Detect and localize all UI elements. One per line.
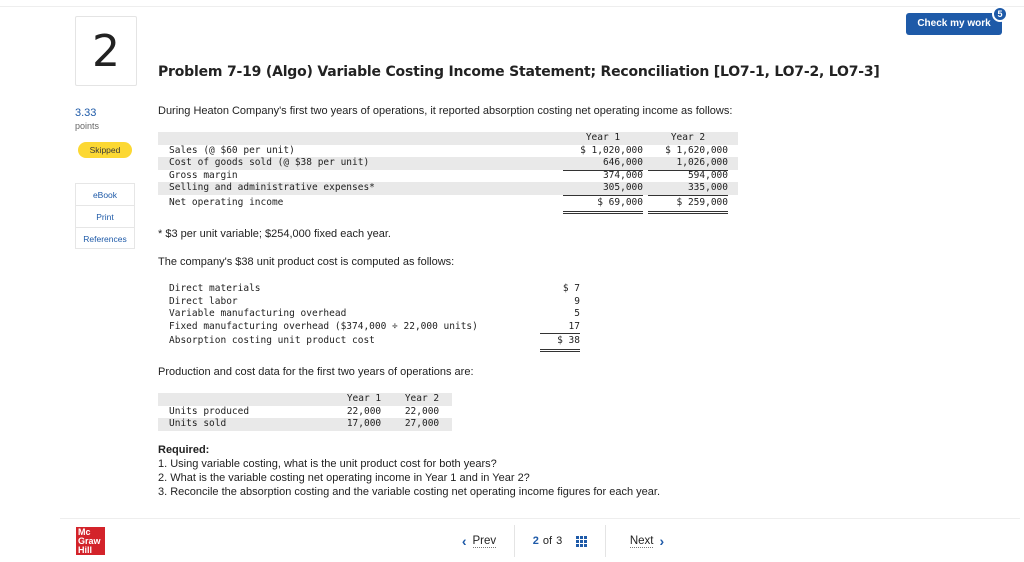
of-label: of [542, 535, 553, 547]
print-link[interactable]: Print [75, 205, 135, 227]
next-label: Next [629, 534, 654, 547]
unit-cost-table [158, 283, 588, 349]
production-intro-text: Production and cost data for the first two years of operations are: [158, 366, 474, 378]
required-item: 1. Using variable costing, what is the unit product cost for both years? [158, 458, 497, 470]
table-row [158, 182, 738, 195]
references-link[interactable]: References [75, 227, 135, 249]
points-label: points [75, 121, 100, 131]
required-item: 2. What is the variable costing net operating income in Year 1 and in Year 2? [158, 472, 530, 484]
row-label: Units produced [169, 405, 250, 417]
table-row [158, 283, 588, 296]
year1-value: 22,000 [346, 405, 382, 417]
table-row [158, 145, 738, 158]
table-row [158, 296, 588, 309]
col-header-year2: Year 2 [670, 132, 706, 143]
ebook-link[interactable]: eBook [75, 183, 135, 205]
row-value: 9 [574, 295, 580, 307]
table-header-row [158, 132, 738, 145]
year2-value: $ 1,620,000 [665, 144, 728, 156]
col-header-year1: Year 1 [585, 132, 621, 143]
required-item: 3. Reconcile the absorption costing and the variable costing net operating income figures for each year. [158, 486, 661, 498]
question-number: 2 [75, 16, 137, 86]
year1-value: 646,000 [563, 157, 643, 171]
table-row [158, 308, 588, 321]
col-header-year2: Year 2 [404, 393, 440, 404]
table-row [158, 406, 452, 419]
table-row [158, 321, 588, 334]
row-value: 5 [574, 308, 580, 319]
row-value: $ 38 [540, 333, 580, 352]
intro-text: During Heaton Company's first two years of operations, it reported absorption costing net operating income as follows: [158, 105, 733, 117]
cost-intro-text: The company's $38 unit product cost is computed as follows: [158, 256, 455, 268]
pagination-nav [438, 524, 694, 558]
check-my-work-button[interactable]: Check my work [906, 13, 1002, 35]
row-label: Variable manufacturing overhead [169, 308, 347, 319]
prev-label: Prev [472, 534, 497, 547]
year2-value: 335,000 [648, 182, 728, 196]
status-badge: Skipped [78, 142, 132, 158]
points-value: 3.33 [75, 107, 97, 119]
year1-value: 305,000 [563, 182, 643, 196]
table-row [158, 333, 588, 349]
mcgraw-hill-logo: Mc Graw Hill [76, 527, 105, 555]
row-label: Direct labor [169, 295, 238, 307]
table-row [158, 157, 738, 170]
year2-value: 594,000 [687, 169, 728, 181]
side-links [75, 183, 135, 249]
bottom-divider [60, 518, 1020, 519]
table-header-row [158, 393, 452, 406]
chevron-right-icon: › [659, 533, 665, 549]
grid-icon[interactable] [576, 536, 587, 547]
year2-value: 27,000 [404, 418, 440, 429]
next-button[interactable] [606, 533, 694, 549]
required-section [158, 443, 660, 499]
year2-value: 1,026,000 [648, 157, 728, 171]
income-statement-table [158, 132, 738, 211]
chevron-left-icon: ‹ [461, 533, 467, 549]
year1-value: $ 1,020,000 [580, 144, 643, 156]
production-table [158, 393, 452, 431]
check-count-badge: 5 [992, 6, 1008, 22]
year1-value: 17,000 [346, 418, 382, 429]
year2-value: 22,000 [404, 405, 440, 417]
footnote-text: * $3 per unit variable; $254,000 fixed each year. [158, 228, 391, 240]
row-label: Units sold [169, 418, 227, 429]
current-page: 2 [532, 535, 539, 547]
year1-value: $ 69,000 [563, 195, 643, 214]
required-heading: Required: [158, 444, 210, 456]
row-label: Absorption costing unit product cost [169, 335, 375, 346]
table-row [158, 170, 738, 183]
page-indicator[interactable] [515, 535, 605, 547]
row-value: $ 7 [562, 283, 580, 294]
table-row [158, 418, 452, 431]
row-label: Cost of goods sold (@ $38 per unit) [169, 157, 370, 168]
row-label: Selling and administrative expenses* [169, 182, 375, 193]
year1-value: 374,000 [602, 169, 643, 181]
year2-value: $ 259,000 [648, 195, 728, 214]
total-pages: 3 [556, 535, 563, 547]
problem-title: Problem 7-19 (Algo) Variable Costing Income Statement; Reconciliation [LO7-1, LO7-2, LO7-3] [158, 64, 880, 80]
col-header-year1: Year 1 [346, 393, 382, 404]
prev-button[interactable] [438, 533, 514, 549]
row-value: 17 [540, 321, 580, 335]
row-label: Fixed manufacturing overhead ($374,000 ÷ 22,000 units) [169, 320, 478, 332]
row-label: Sales (@ $60 per unit) [169, 144, 295, 156]
row-label: Net operating income [169, 196, 284, 208]
table-row [158, 195, 738, 211]
row-label: Direct materials [169, 283, 261, 294]
row-label: Gross margin [169, 169, 238, 181]
top-divider [0, 6, 1024, 7]
